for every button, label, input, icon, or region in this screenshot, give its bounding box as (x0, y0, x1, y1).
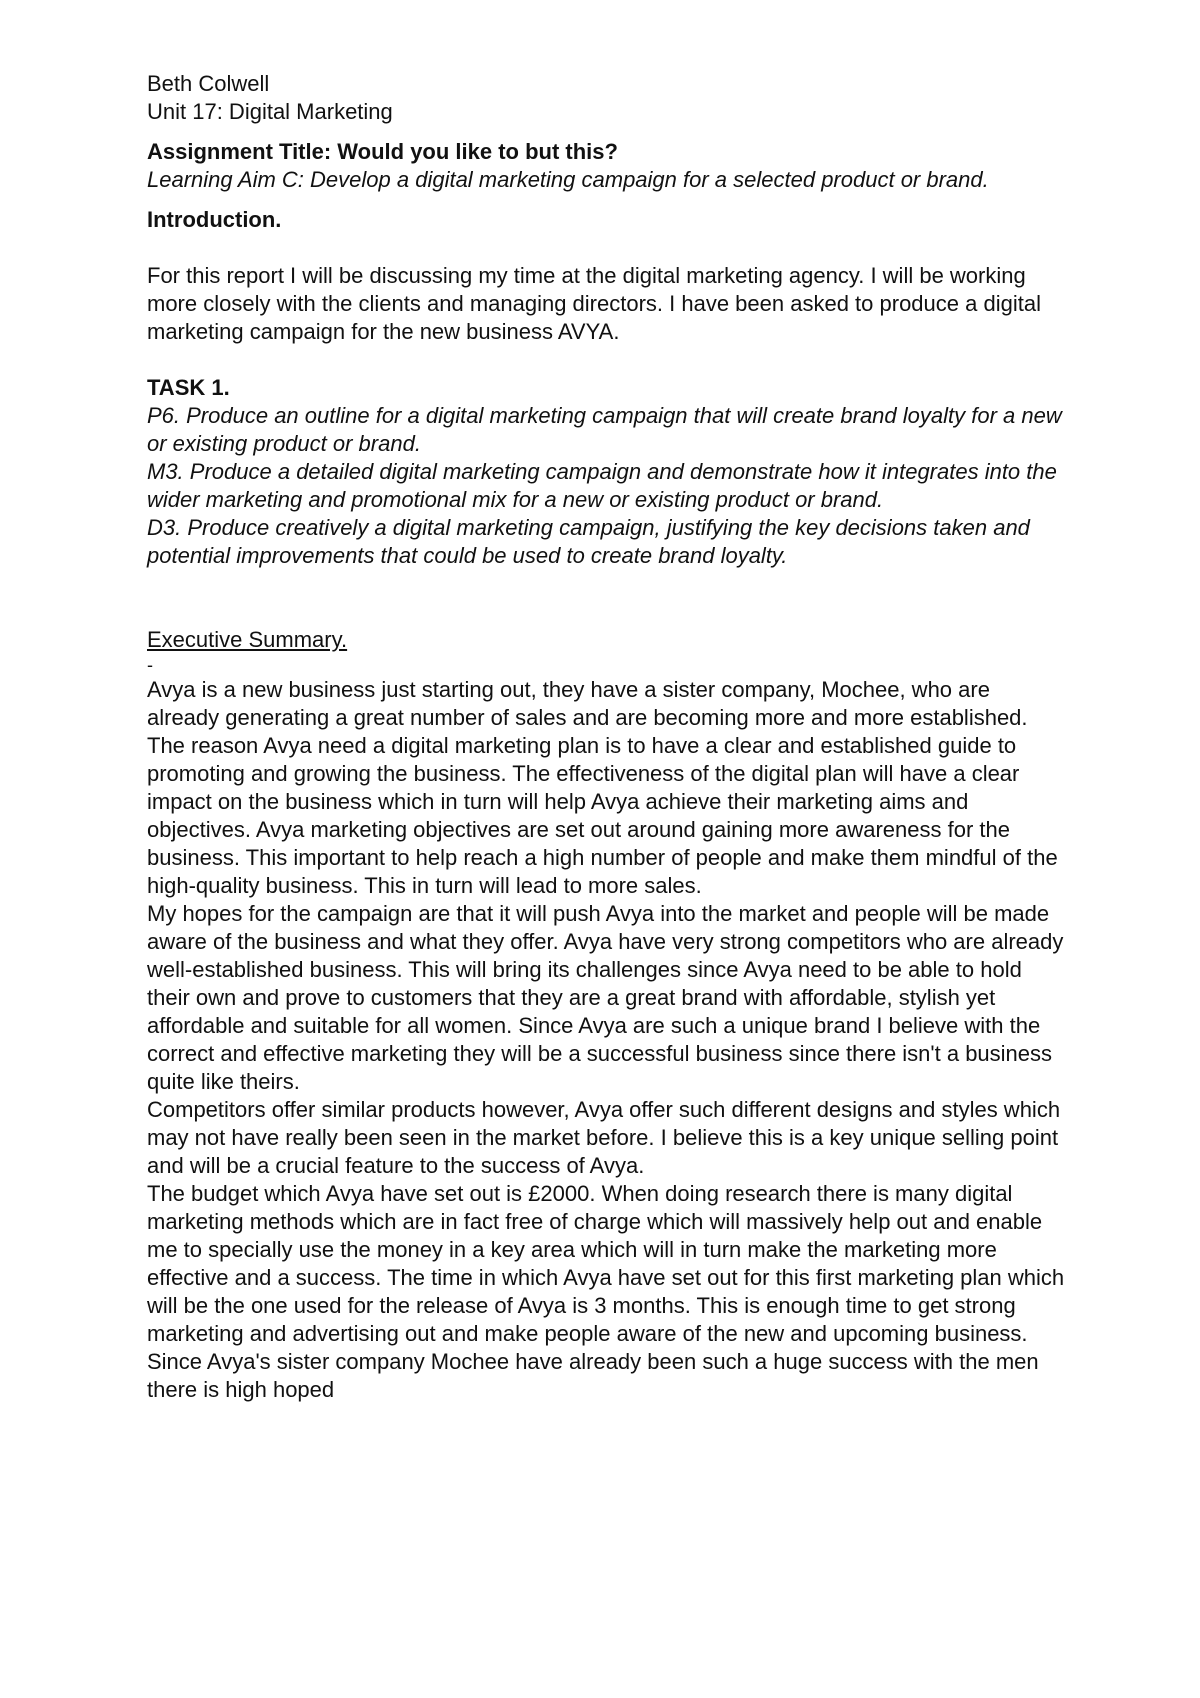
criterion-p6: P6. Produce an outline for a digital marketing campaign that will create brand loyalty for a new or existing product or brand. (147, 403, 1062, 456)
executive-summary-paragraph: My hopes for the campaign are that it will push Avya into the market and people will be made aware of the business and what they offer. Avya have very strong competitors who are already well-established business. This will bring its challenges since Avya need to be able to hold their own and prove to customers that they are a great brand with affordable, stylish yet affordable and suitable for all women. Since Avya are such a unique brand I believe with the correct and effective marketing they will be a successful business since there isn't a business quite like theirs. (147, 901, 1064, 1094)
introduction-body: For this report I will be discussing my time at the digital marketing agency. I will be working more closely with the clients and managing directors. I have been asked to produce a digital marketing campaign for the new business AVYA. (147, 263, 1041, 344)
criterion-m3: M3. Produce a detailed digital marketing campaign and demonstrate how it integrates into the wider marketing and promotional mix for a new or existing product or brand. (147, 459, 1057, 512)
executive-summary-paragraph: Avya is a new business just starting out, they have a sister company, Mochee, who are already generating a great number of sales and are becoming more and more established. The reason Avya need a digital marketing plan is to have a clear and established guide to promoting and growing the business. The effectiveness of the digital plan will have a clear impact on the business which in turn will help Avya achieve their marketing aims and objectives. Avya marketing objectives are set out around gaining more awareness for the business. This important to help reach a high number of people and make them mindful of the high-quality business. This in turn will lead to more sales. (147, 677, 1058, 898)
introduction-heading: Introduction. (147, 207, 282, 232)
criterion-d3: D3. Produce creatively a digital marketing campaign, justifying the key decisions taken and potential improvements that could be used to create brand loyalty. (147, 515, 1030, 568)
document-page (147, 70, 1067, 1404)
unit-title: Unit 17: Digital Marketing (147, 99, 393, 124)
executive-summary-marker: - (147, 655, 153, 675)
task1-heading: TASK 1. (147, 375, 230, 400)
executive-summary-paragraph: Competitors offer similar products however, Avya offer such different designs and styles which may not have really been seen in the market before. I believe this is a key unique selling point and will be a crucial feature to the success of Avya. (147, 1097, 1061, 1178)
learning-aim: Learning Aim C: Develop a digital marketing campaign for a selected product or brand. (147, 167, 989, 192)
executive-summary-heading: Executive Summary. (147, 627, 348, 652)
author-name: Beth Colwell (147, 71, 270, 96)
executive-summary-paragraph: The budget which Avya have set out is £2000. When doing research there is many digital marketing methods which are in fact free of charge which will massively help out and enable me to specially use the money in a key area which will in turn make the marketing more effective and a success. The time in which Avya have set out for this first marketing plan which will be the one used for the release of Avya is 3 months. This is enough time to get strong marketing and advertising out and make people aware of the new and upcoming business. Since Avya's sister company Mochee have already been such a huge success with the men there is high hoped (147, 1181, 1065, 1402)
assignment-title: Assignment Title: Would you like to but this? (147, 139, 618, 164)
